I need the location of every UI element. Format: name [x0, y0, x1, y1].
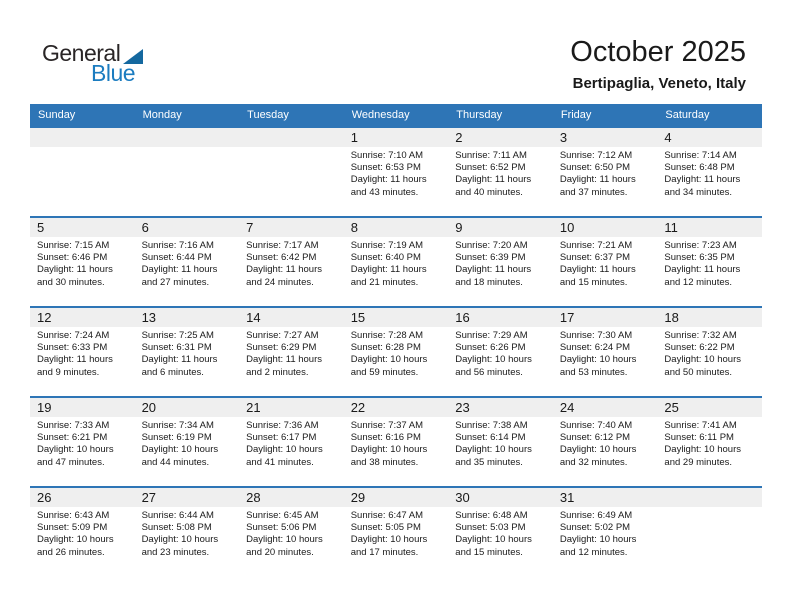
weekday-header-row: [30, 104, 762, 126]
day-number: 18: [657, 308, 762, 327]
daylight-text: Daylight: 11 hours and 34 minutes.: [664, 174, 741, 198]
day-number: 22: [344, 398, 449, 417]
day-number: 16: [448, 308, 553, 327]
sunrise-text: Sunrise: 7:30 AM: [559, 330, 633, 341]
daylight-text: Daylight: 10 hours and 50 minutes.: [664, 354, 741, 378]
day-details: [344, 237, 449, 289]
day-number: 4: [657, 128, 762, 147]
day-details: [239, 417, 344, 469]
sunrise-text: Sunrise: 7:24 AM: [37, 330, 110, 341]
sunrise-text: Sunrise: 7:12 AM: [559, 150, 633, 161]
day-cell: [448, 218, 553, 306]
day-number: 13: [135, 308, 240, 327]
day-cell: [30, 488, 135, 576]
day-cell: [344, 398, 449, 486]
sunset-text: Sunset: 6:44 PM: [141, 252, 212, 264]
sunset-text: Sunset: 6:53 PM: [350, 162, 421, 174]
sunrise-text: Sunrise: 7:38 AM: [455, 420, 528, 431]
sunset-text: Sunset: 6:46 PM: [37, 252, 108, 264]
sunset-text: Sunset: 5:02 PM: [559, 522, 631, 534]
day-details: [657, 507, 762, 510]
day-number: 2: [448, 128, 553, 147]
day-number: 23: [448, 398, 553, 417]
sunrise-text: Sunrise: 6:45 AM: [246, 510, 319, 521]
sunrise-text: Sunrise: 7:37 AM: [350, 420, 424, 431]
sunset-text: Sunset: 6:48 PM: [664, 162, 735, 174]
sunset-text: Sunset: 5:09 PM: [37, 522, 108, 534]
sunset-text: Sunset: 6:26 PM: [455, 342, 526, 354]
day-details: [135, 507, 240, 559]
daylight-text: Daylight: 10 hours and 35 minutes.: [455, 444, 532, 468]
day-details: [553, 417, 658, 469]
daylight-text: Daylight: 11 hours and 18 minutes.: [455, 264, 532, 288]
day-cell: [448, 308, 553, 396]
day-cell: [135, 488, 240, 576]
sunset-text: Sunset: 6:42 PM: [246, 252, 317, 264]
day-number: 14: [239, 308, 344, 327]
day-cell: [135, 218, 240, 306]
day-cell: [30, 218, 135, 306]
daylight-text: Daylight: 10 hours and 53 minutes.: [559, 354, 637, 378]
sunrise-text: Sunrise: 6:49 AM: [559, 510, 633, 521]
day-cell: [553, 308, 658, 396]
sunrise-text: Sunrise: 7:25 AM: [141, 330, 214, 341]
daylight-text: Daylight: 10 hours and 17 minutes.: [350, 534, 428, 558]
day-details: [448, 327, 553, 379]
daylight-text: Daylight: 10 hours and 41 minutes.: [246, 444, 323, 468]
day-number: [135, 128, 240, 147]
sunset-text: Sunset: 6:16 PM: [350, 432, 421, 444]
day-number: 7: [239, 218, 344, 237]
weekday-header-cell: Tuesday: [247, 109, 289, 121]
weekday-header-cell: Monday: [142, 109, 182, 121]
weekday-header-cell: Friday: [560, 109, 592, 121]
day-details: [553, 147, 658, 199]
day-cell: [30, 308, 135, 396]
sunset-text: Sunset: 6:40 PM: [350, 252, 421, 264]
day-number: 31: [553, 488, 658, 507]
logo-text-general: General: [42, 40, 121, 66]
day-details: [553, 237, 658, 289]
day-cell: [30, 398, 135, 486]
sunset-text: Sunset: 6:35 PM: [664, 252, 735, 264]
day-cell: [553, 398, 658, 486]
day-details: [30, 417, 135, 469]
daylight-text: Daylight: 11 hours and 9 minutes.: [37, 354, 113, 378]
sunset-text: Sunset: 6:22 PM: [664, 342, 735, 354]
day-number: 26: [30, 488, 135, 507]
week-row: [30, 396, 762, 486]
day-details: [239, 327, 344, 379]
sunset-text: Sunset: 6:11 PM: [664, 432, 734, 444]
sunrise-text: Sunrise: 7:15 AM: [37, 240, 110, 251]
day-number: 6: [135, 218, 240, 237]
day-number: 21: [239, 398, 344, 417]
day-details: [448, 507, 553, 559]
week-row: [30, 306, 762, 396]
sunset-text: Sunset: 5:08 PM: [141, 522, 212, 534]
sunrise-text: Sunrise: 7:21 AM: [559, 240, 633, 251]
day-cell: [448, 398, 553, 486]
day-details: [657, 327, 762, 379]
month-title: October 2025: [570, 36, 746, 68]
day-details: [344, 507, 449, 559]
sunrise-text: Sunrise: 7:20 AM: [455, 240, 528, 251]
sunset-text: Sunset: 5:06 PM: [246, 522, 317, 534]
day-details: [657, 147, 762, 199]
day-cell: [135, 308, 240, 396]
sunset-text: Sunset: 6:37 PM: [559, 252, 631, 264]
day-cell: [239, 308, 344, 396]
sunrise-text: Sunrise: 7:27 AM: [246, 330, 319, 341]
sunrise-text: Sunrise: 7:11 AM: [455, 150, 527, 161]
general-blue-logo: [42, 42, 143, 85]
day-number: [239, 128, 344, 147]
daylight-text: Daylight: 10 hours and 32 minutes.: [559, 444, 637, 468]
day-cell: [553, 128, 658, 216]
daylight-text: Daylight: 11 hours and 24 minutes.: [246, 264, 323, 288]
weekday-header-cell: Thursday: [456, 109, 503, 121]
day-number: 20: [135, 398, 240, 417]
weekday-header-cell: Wednesday: [351, 109, 410, 121]
day-cell: [239, 218, 344, 306]
day-number: 29: [344, 488, 449, 507]
day-details: [344, 417, 449, 469]
empty-day-cell: [30, 128, 135, 216]
sunset-text: Sunset: 6:24 PM: [559, 342, 631, 354]
daylight-text: Daylight: 10 hours and 26 minutes.: [37, 534, 114, 558]
day-number: 8: [344, 218, 449, 237]
sunrise-text: Sunrise: 7:14 AM: [664, 150, 737, 161]
empty-day-cell: [135, 128, 240, 216]
sunrise-text: Sunrise: 6:43 AM: [37, 510, 110, 521]
sunrise-text: Sunrise: 6:48 AM: [455, 510, 528, 521]
sunrise-text: Sunrise: 6:47 AM: [350, 510, 424, 521]
sunrise-text: Sunrise: 7:32 AM: [664, 330, 737, 341]
sunset-text: Sunset: 6:21 PM: [37, 432, 108, 444]
day-cell: [657, 308, 762, 396]
sunset-text: Sunset: 6:52 PM: [455, 162, 526, 174]
day-cell: [657, 218, 762, 306]
day-details: [657, 417, 762, 469]
calendar-weeks: [30, 126, 762, 576]
daylight-text: Daylight: 10 hours and 29 minutes.: [664, 444, 741, 468]
day-number: 19: [30, 398, 135, 417]
daylight-text: Daylight: 11 hours and 30 minutes.: [37, 264, 113, 288]
sunrise-text: Sunrise: 7:33 AM: [37, 420, 110, 431]
week-row: [30, 486, 762, 576]
day-details: [448, 237, 553, 289]
daylight-text: Daylight: 10 hours and 47 minutes.: [37, 444, 114, 468]
day-cell: [657, 398, 762, 486]
day-details: [657, 237, 762, 289]
day-cell: [553, 488, 658, 576]
sunrise-text: Sunrise: 7:10 AM: [350, 150, 424, 161]
day-cell: [344, 218, 449, 306]
sunset-text: Sunset: 6:39 PM: [455, 252, 526, 264]
day-cell: [657, 128, 762, 216]
empty-day-cell: [657, 488, 762, 576]
daylight-text: Daylight: 11 hours and 43 minutes.: [350, 174, 427, 198]
sunset-text: Sunset: 6:14 PM: [455, 432, 526, 444]
day-number: 12: [30, 308, 135, 327]
sunrise-text: Sunrise: 7:19 AM: [350, 240, 424, 251]
sunrise-text: Sunrise: 7:23 AM: [664, 240, 737, 251]
daylight-text: Daylight: 11 hours and 12 minutes.: [664, 264, 741, 288]
sunset-text: Sunset: 5:05 PM: [350, 522, 421, 534]
week-row: [30, 126, 762, 216]
day-cell: [135, 398, 240, 486]
daylight-text: Daylight: 11 hours and 40 minutes.: [455, 174, 532, 198]
day-details: [30, 237, 135, 289]
day-details: [135, 327, 240, 379]
sunrise-text: Sunrise: 7:41 AM: [664, 420, 737, 431]
sunrise-text: Sunrise: 7:16 AM: [141, 240, 214, 251]
day-number: 10: [553, 218, 658, 237]
day-cell: [448, 488, 553, 576]
day-details: [135, 147, 240, 150]
day-cell: [553, 218, 658, 306]
weekday-header-cell: Saturday: [665, 109, 710, 121]
sunset-text: Sunset: 6:31 PM: [141, 342, 212, 354]
sunset-text: Sunset: 6:17 PM: [246, 432, 317, 444]
day-number: 9: [448, 218, 553, 237]
sunset-text: Sunset: 5:03 PM: [455, 522, 526, 534]
sunrise-text: Sunrise: 7:29 AM: [455, 330, 528, 341]
day-cell: [344, 308, 449, 396]
day-number: 3: [553, 128, 658, 147]
daylight-text: Daylight: 10 hours and 20 minutes.: [246, 534, 323, 558]
day-number: [657, 488, 762, 507]
daylight-text: Daylight: 10 hours and 59 minutes.: [350, 354, 428, 378]
day-number: [30, 128, 135, 147]
sunrise-text: Sunrise: 7:40 AM: [559, 420, 633, 431]
logo-text-blue: Blue: [91, 60, 136, 86]
day-details: [239, 147, 344, 150]
daylight-text: Daylight: 10 hours and 23 minutes.: [141, 534, 219, 558]
day-number: 17: [553, 308, 658, 327]
week-row: [30, 216, 762, 306]
day-cell: [239, 488, 344, 576]
day-number: 1: [344, 128, 449, 147]
day-details: [30, 147, 135, 150]
day-details: [135, 417, 240, 469]
day-details: [448, 417, 553, 469]
day-details: [239, 237, 344, 289]
day-number: 30: [448, 488, 553, 507]
daylight-text: Daylight: 10 hours and 44 minutes.: [141, 444, 219, 468]
daylight-text: Daylight: 10 hours and 12 minutes.: [559, 534, 637, 558]
sunrise-text: Sunrise: 7:28 AM: [350, 330, 424, 341]
day-details: [30, 327, 135, 379]
daylight-text: Daylight: 11 hours and 2 minutes.: [246, 354, 323, 378]
day-details: [344, 147, 449, 199]
sunrise-text: Sunrise: 7:36 AM: [246, 420, 319, 431]
weekday-header-cell: Sunday: [38, 109, 76, 121]
daylight-text: Daylight: 10 hours and 56 minutes.: [455, 354, 532, 378]
day-details: [553, 507, 658, 559]
sunset-text: Sunset: 6:12 PM: [559, 432, 631, 444]
day-cell: [344, 128, 449, 216]
daylight-text: Daylight: 10 hours and 15 minutes.: [455, 534, 532, 558]
day-details: [30, 507, 135, 559]
day-number: 5: [30, 218, 135, 237]
daylight-text: Daylight: 10 hours and 38 minutes.: [350, 444, 428, 468]
day-details: [239, 507, 344, 559]
day-cell: [239, 398, 344, 486]
daylight-text: Daylight: 11 hours and 15 minutes.: [559, 264, 636, 288]
sunset-text: Sunset: 6:19 PM: [141, 432, 212, 444]
sunset-text: Sunset: 6:29 PM: [246, 342, 317, 354]
sunrise-text: Sunrise: 6:44 AM: [141, 510, 214, 521]
empty-day-cell: [239, 128, 344, 216]
sunset-text: Sunset: 6:28 PM: [350, 342, 421, 354]
day-number: 11: [657, 218, 762, 237]
location-subtitle: Bertipaglia, Veneto, Italy: [572, 75, 746, 93]
sunrise-text: Sunrise: 7:17 AM: [246, 240, 319, 251]
sunset-text: Sunset: 6:50 PM: [559, 162, 631, 174]
day-number: 27: [135, 488, 240, 507]
calendar-table: [30, 104, 762, 576]
daylight-text: Daylight: 11 hours and 37 minutes.: [559, 174, 636, 198]
daylight-text: Daylight: 11 hours and 6 minutes.: [141, 354, 218, 378]
day-number: 28: [239, 488, 344, 507]
day-details: [135, 237, 240, 289]
day-number: 24: [553, 398, 658, 417]
day-details: [448, 147, 553, 199]
day-details: [553, 327, 658, 379]
day-number: 25: [657, 398, 762, 417]
day-cell: [448, 128, 553, 216]
daylight-text: Daylight: 11 hours and 21 minutes.: [350, 264, 427, 288]
title-block: [570, 36, 746, 92]
sunset-text: Sunset: 6:33 PM: [37, 342, 108, 354]
daylight-text: Daylight: 11 hours and 27 minutes.: [141, 264, 218, 288]
day-details: [344, 327, 449, 379]
day-number: 15: [344, 308, 449, 327]
day-cell: [344, 488, 449, 576]
sunrise-text: Sunrise: 7:34 AM: [141, 420, 214, 431]
